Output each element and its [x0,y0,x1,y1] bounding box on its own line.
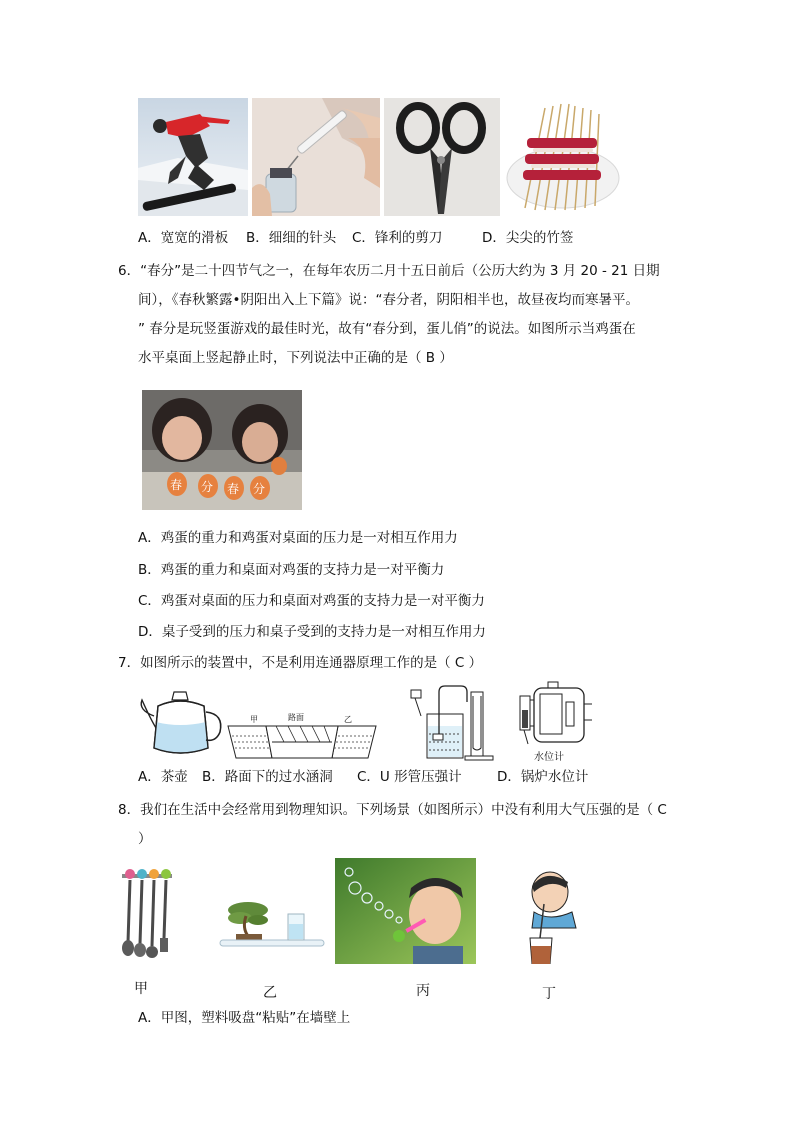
egg-3: 春 [224,476,244,500]
q5-option-c: C．锋利的剪刀 [352,230,443,246]
q6-option-d: D．桌子受到的压力和桌子受到的支持力是一对相互作用力 [138,624,486,640]
boiler-water-gauge-figure [516,680,596,762]
q7-option-b: B．路面下的过水涵洞 [202,769,333,785]
snowboarder-photo [138,98,248,216]
q8-caption-yi: 乙 [263,985,277,1001]
q7-option-a: A．茶壶 [138,769,188,785]
scissors-photo [384,98,500,216]
culvert-label-road: 路面 [288,713,304,722]
egg-2: 分 [198,474,218,498]
teapot-figure [138,688,226,760]
q8-stem-line-2: ） [138,831,152,847]
suction-hook-utensils-figure [118,864,176,960]
q6-option-a: A．鸡蛋的重力和鸡蛋对桌面的压力是一对相互作用力 [138,530,458,546]
culvert-label-left: 甲 [250,715,258,724]
child-blowing-bubbles-photo [335,858,476,964]
q7-option-d: D．锅炉水位计 [497,769,589,785]
q8-caption-bing: 丙 [416,983,430,999]
q6-stem-line-1: 6．“春分”是二十四节气之一，在每年农历二月十五日前后（公历大约为 3 月 20 - 21 日期 [118,263,660,279]
q8-stem-line-1: 8．我们在生活中会经常用到物理知识。下列场景（如图所示）中没有利用大气压强的是（ C [118,802,667,818]
culvert-figure [226,712,378,762]
water-gauge-label: 水位计 [534,752,564,762]
culvert-label-right: 乙 [344,715,352,724]
u-tube-manometer-figure [405,682,495,762]
q5-option-b: B．细细的针头 [246,230,337,246]
q7-option-c: C．U 形管压强计 [357,769,462,785]
q6-stem-line-2: 间），《春秋繁露•阴阳出入上下篇》说：“春分者，阴阳相半也，故昼夜均而寒暑平。 [138,292,639,308]
q7-stem: 7．如图所示的装置中，不是利用连通器原理工作的是（ C ） [118,655,483,671]
q8-caption-ding: 丁 [542,986,556,1002]
q6-option-b: B．鸡蛋的重力和桌面对鸡蛋的支持力是一对平衡力 [138,562,445,578]
q6-option-c: C．鸡蛋对桌面的压力和桌面对鸡蛋的支持力是一对平衡力 [138,593,485,609]
q6-stem-line-4: 水平桌面上竖起静止时，下列说法中正确的是（ B ） [138,350,453,366]
syringe-needle-photo [252,98,380,216]
q8-caption-jia: 甲 [134,981,148,997]
bamboo-skewers-photo [505,98,620,216]
q5-option-a: A．宽宽的滑板 [138,230,229,246]
q5-option-d: D．尖尖的竹签 [482,230,574,246]
egg-standing-photo [142,390,302,510]
egg-1: 春 [167,472,187,496]
q8-option-a: A．甲图，塑料吸盘“粘贴”在墙壁上 [138,1010,351,1026]
bonsai-capillary-figure [218,896,326,954]
q6-stem-line-3: ” 春分是玩竖蛋游戏的最佳时光，故有“春分到，蛋儿俏”的说法。如图所示当鸡蛋在 [138,321,636,337]
boy-drinking-straw-figure [522,868,584,964]
egg-4: 分 [250,476,270,500]
